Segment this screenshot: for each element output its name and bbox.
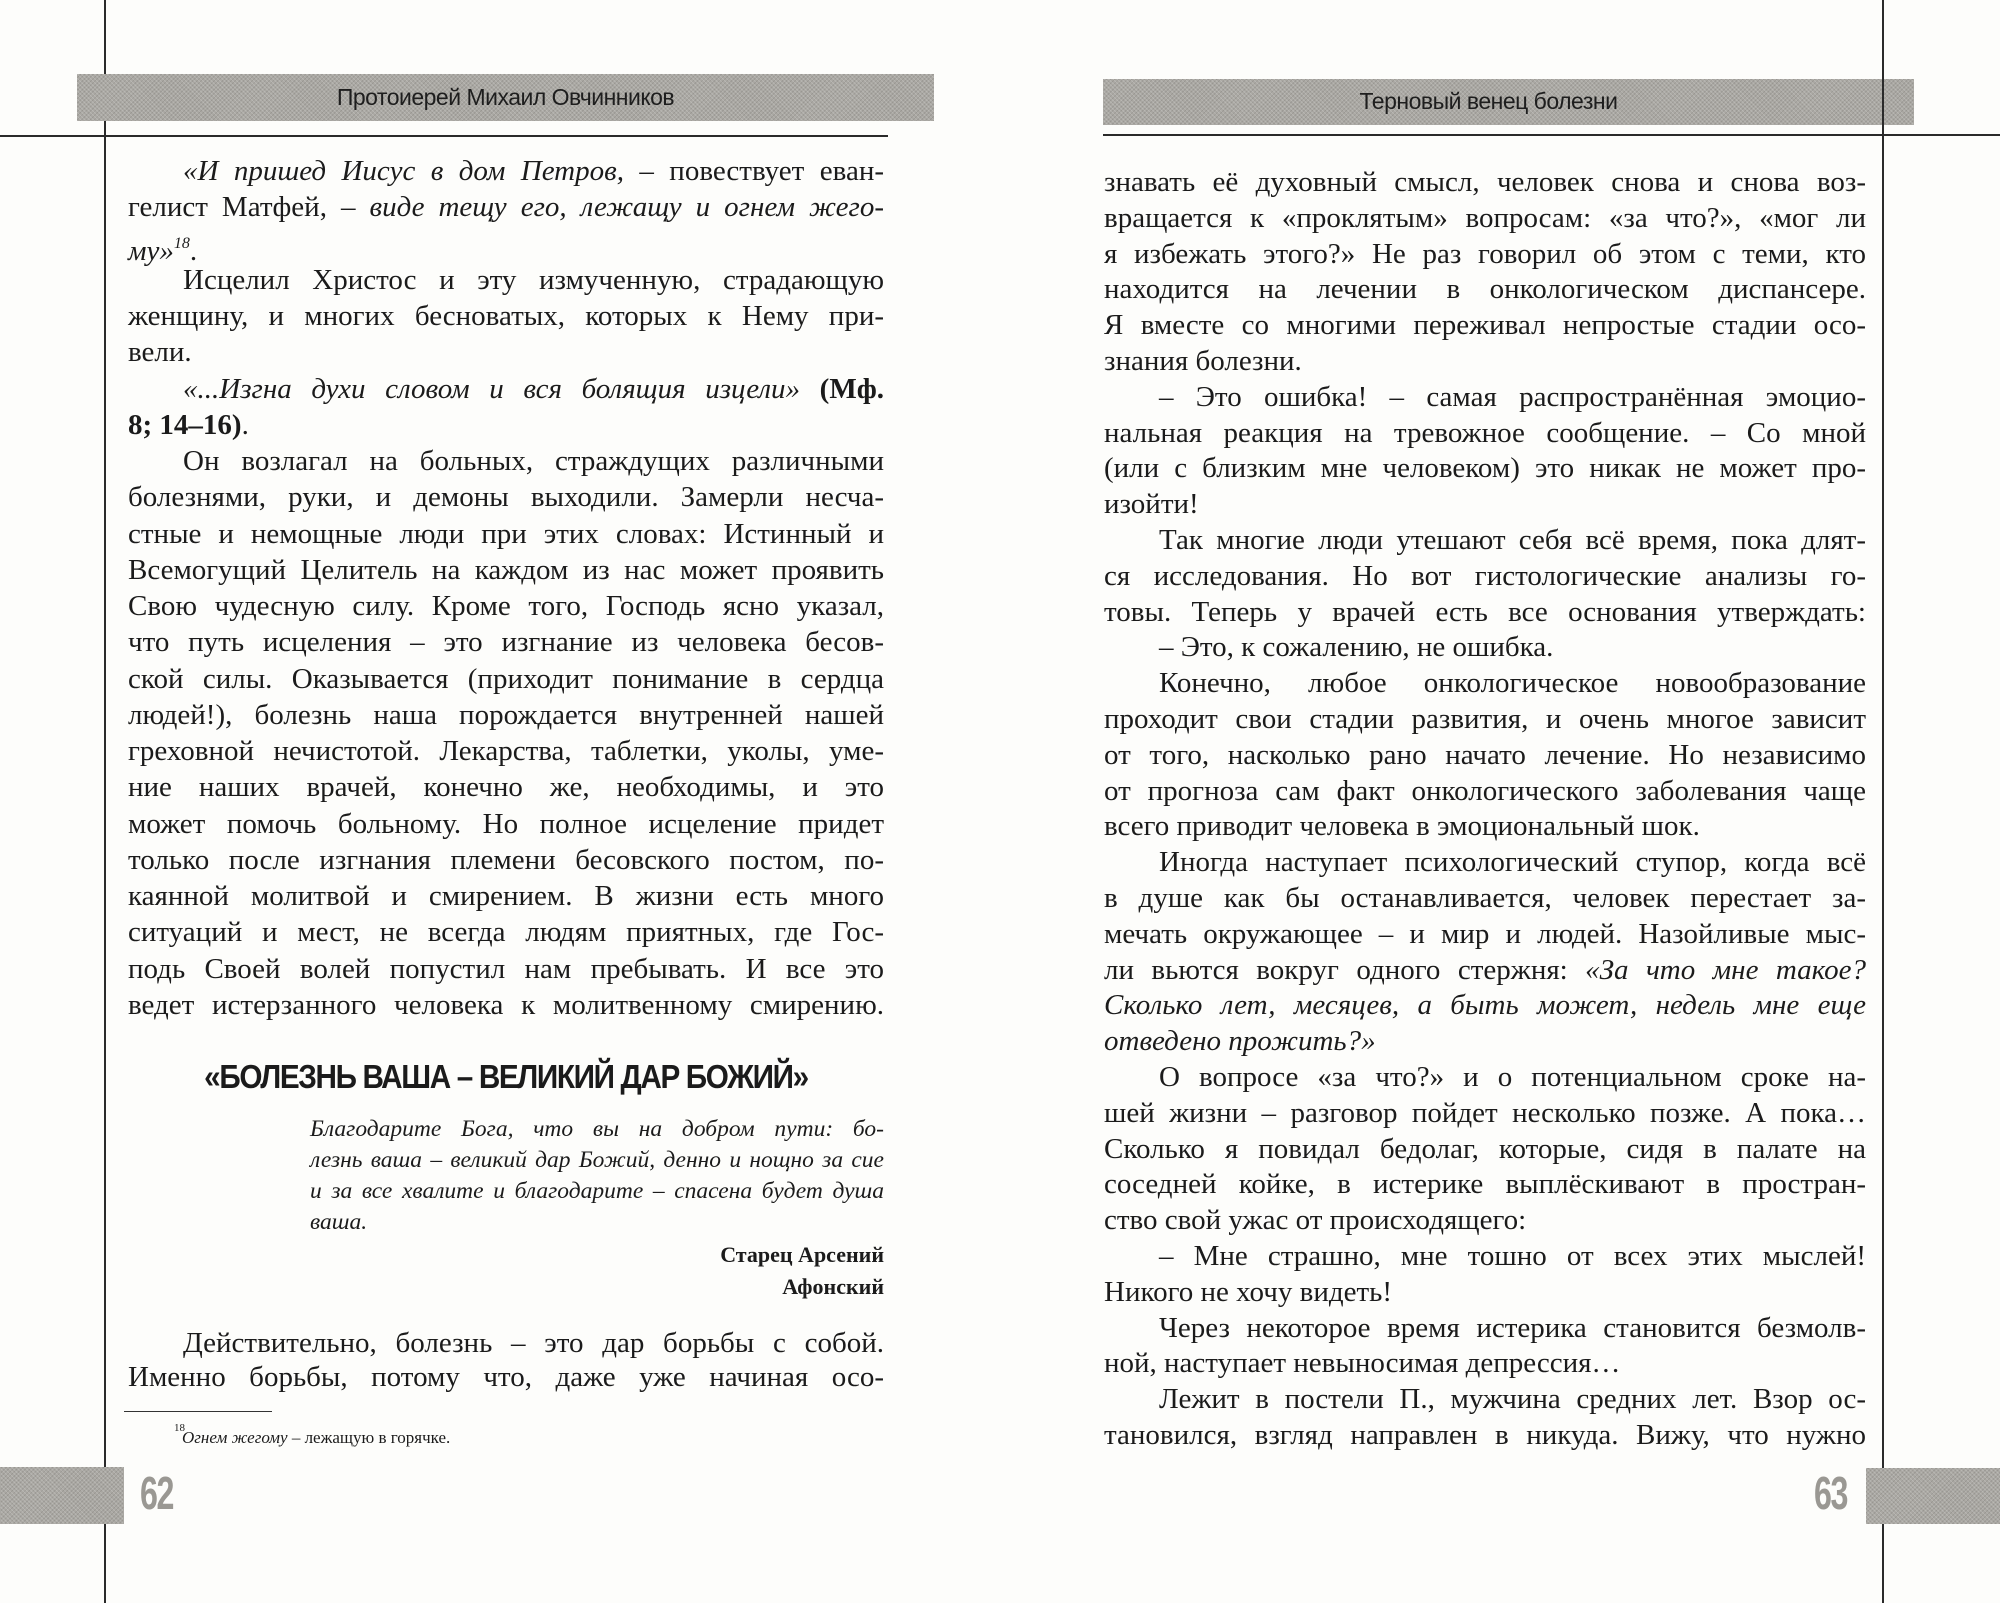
text-line — [1104, 773, 1866, 809]
text-line — [128, 334, 192, 370]
text-segment: проходит свои стадии развития, и очень многое зависит — [1104, 703, 1866, 735]
text-line — [1104, 450, 1866, 486]
text-line — [1159, 665, 1866, 701]
text-line — [183, 1325, 884, 1361]
footnote-reference: 18 — [173, 234, 190, 252]
text-segment: «...Изгна духи словом и вся болящия изцели» — [183, 372, 801, 405]
text-segment: Никого не хочу видеть! — [1104, 1275, 1393, 1308]
text-segment: Сколько лет, месяцев, а быть может, недель мне еще — [1104, 989, 1866, 1022]
text-line — [1159, 379, 1866, 415]
text-segment: Сколько я повидал бедолаг, которые, сидя в палате на — [1104, 1132, 1866, 1165]
text-segment: (или с близким мне человеком) это никак не может про- — [1104, 452, 1866, 485]
text-line — [128, 878, 884, 914]
text-line — [128, 407, 249, 443]
left-page-gutter-line — [104, 0, 106, 1603]
text-segment: – Это ошибка! – самая распространённая эмоцио- — [1159, 380, 1866, 413]
text-segment: вели. — [128, 336, 192, 369]
text-line — [1104, 1166, 1866, 1202]
text-line — [1104, 558, 1866, 594]
text-segment: я избежать этого?» Не раз говорил об этом с теми, кто — [1104, 237, 1866, 270]
text-line — [1104, 271, 1866, 307]
text-line — [1104, 1131, 1866, 1167]
text-segment: шей жизни – разговор пойдет несколько позже. А пока… — [1104, 1096, 1866, 1129]
text-segment: ской силы. Оказывается (приходит понимание в сердца — [128, 662, 884, 695]
text-segment: находится на лечении в онкологическом диспансере. — [1104, 273, 1866, 306]
text-line — [128, 624, 884, 660]
text-line — [1159, 1310, 1866, 1346]
right-page-number: 63 — [1814, 1467, 1848, 1519]
text-segment: тановился, взгляд направлен в никуда. Вижу, что нужно — [1104, 1419, 1866, 1451]
text-line — [128, 987, 884, 1023]
text-line — [128, 806, 884, 842]
text-line — [1159, 844, 1866, 880]
text-segment — [800, 373, 820, 405]
text-segment: лезнь ваша – великий дар Божий, денно и нощно за сие — [310, 1147, 884, 1173]
text-line — [1104, 415, 1866, 451]
text-line — [310, 1207, 367, 1238]
text-segment: «За что мне такое? — [1585, 953, 1866, 986]
text-segment: 8; 14–16) — [128, 408, 242, 441]
text-segment: от прогноза сам факт онкологического заболевания чаще — [1104, 774, 1866, 807]
text-segment: – повествует еван- — [623, 155, 884, 187]
text-segment: Благодарите Бога, что вы на добром пути: бо- — [310, 1116, 884, 1142]
text-line — [1159, 1238, 1866, 1274]
footnote — [174, 1422, 451, 1448]
text-segment: изойти! — [1104, 488, 1199, 521]
left-running-head: Протоиерей Михаил Овчинников — [336, 84, 675, 110]
text-segment: Я вместе со многими переживал непростые стадии осо- — [1104, 309, 1866, 342]
text-segment: в душе как бы останавливается, человек перестает за- — [1104, 882, 1866, 914]
text-line — [1104, 1023, 1376, 1059]
text-segment: что путь исцеления – это изгнание из человека бесов- — [128, 626, 884, 659]
text-segment: знания болезни. — [1104, 345, 1302, 377]
text-segment: знавать её духовный смысл, человек снова и снова воз- — [1104, 166, 1866, 198]
text-segment: Действительно, болезнь – это дар борьбы с собой. — [183, 1327, 884, 1359]
text-segment: мечать окружающее – и мир и людей. Назойливые мыс- — [1104, 917, 1866, 950]
text-segment: болезнями, руки, и демоны выходили. Замерли несча- — [128, 481, 884, 514]
text-line — [1159, 629, 1553, 665]
text-segment: может помочь больному. Но полное исцеление придет — [128, 807, 884, 840]
text-line — [128, 552, 884, 588]
text-segment: стные и немощные люди при этих словах: Истинный и — [128, 517, 884, 550]
text-segment: – Это, к сожалению, не ошибка. — [1159, 631, 1554, 664]
text-segment: Лежит в постели П., мужчина средних лет. Взор ос- — [1159, 1383, 1866, 1416]
text-line — [1104, 200, 1866, 236]
text-line — [1104, 1202, 1526, 1238]
text-line — [1104, 343, 1302, 379]
text-segment: ство свой ужас от происходящего: — [1104, 1204, 1527, 1237]
text-line — [1159, 1381, 1866, 1417]
text-line — [1104, 880, 1866, 916]
text-segment: ной, наступает невыносимая депрессия… — [1104, 1347, 1621, 1380]
text-line — [1104, 307, 1866, 343]
text-segment: женщину, и многих бесноватых, которых к Нему при- — [128, 300, 884, 333]
text-line — [183, 371, 884, 407]
text-segment: товы. Теперь у врачей есть все основания утверждать: — [1104, 595, 1866, 628]
text-line — [1104, 486, 1199, 522]
section-heading: «БОЛЕЗНЬ ВАША – ВЕЛИКИЙ ДАР БОЖИЙ» — [204, 1058, 808, 1095]
text-line — [1104, 164, 1866, 200]
text-line — [310, 1145, 884, 1176]
text-line — [1104, 1345, 1620, 1381]
text-segment: людей!), болезнь наша порождается внутренней нашей — [128, 698, 884, 731]
text-segment: подь Своей волей попустил нам пребывать. И все это — [128, 952, 884, 985]
text-line — [1104, 808, 1700, 844]
text-segment: . — [241, 408, 249, 441]
right-header-rule — [1103, 134, 2000, 136]
right-page-gutter-line — [1882, 0, 1884, 1603]
text-line — [128, 697, 884, 733]
text-segment: «И пришед Иисус в дом Петров, — [183, 155, 624, 187]
text-line — [128, 298, 884, 334]
text-segment: ваша. — [310, 1209, 368, 1235]
text-segment: гелист Матфей, – — [128, 191, 370, 224]
text-line — [128, 479, 884, 515]
text-line — [1104, 737, 1866, 773]
text-segment: вращается к «проклятым» вопросам: «за что?», «мог ли — [1104, 201, 1866, 234]
text-segment: Через некоторое время истерика становится безмолв- — [1159, 1311, 1866, 1344]
text-line — [183, 443, 884, 479]
epigraph-attribution-line-2: Афонский — [782, 1274, 884, 1299]
text-segment: Исцелил Христос и эту измученную, страдающую — [183, 263, 884, 296]
text-segment: . — [189, 234, 198, 267]
text-line — [1104, 1274, 1392, 1310]
text-segment: нальная реакция на тревожное сообщение. – Со мной — [1104, 416, 1866, 449]
text-line — [1104, 594, 1866, 630]
text-segment: Всемогущий Целитель на каждом из нас может проявить — [128, 553, 884, 586]
text-line — [183, 262, 884, 298]
text-segment: отведено прожить?» — [1104, 1025, 1376, 1058]
text-line — [310, 1114, 884, 1145]
text-segment: виде тещу его, лежащу и огнем жего- — [369, 191, 884, 224]
text-segment: ведет истерзанного человека к молитвенному смирению. — [128, 988, 884, 1021]
text-segment: (Мф. — [819, 372, 885, 405]
text-line — [128, 189, 884, 225]
text-line — [1159, 1059, 1866, 1095]
text-line — [1104, 987, 1866, 1023]
text-line — [1104, 701, 1866, 737]
text-segment: Он возлагал на больных, страждущих различными — [183, 445, 884, 478]
text-segment: ли вьются вокруг одного стержня: — [1104, 953, 1586, 986]
text-line — [1104, 236, 1866, 272]
text-line — [128, 516, 884, 552]
text-line — [183, 153, 884, 189]
text-line — [128, 588, 884, 624]
text-line — [1104, 1095, 1866, 1131]
footnote-number: 18 — [174, 1422, 185, 1434]
footnote-text: – лежащую в горячке. — [287, 1428, 451, 1447]
footnote-term: Огнем жегому — [182, 1428, 288, 1447]
text-segment: греховной нечистотой. Лекарства, таблетки, уколы, уме- — [128, 735, 884, 768]
right-page-number-band — [1866, 1468, 2000, 1524]
text-line — [1104, 952, 1866, 988]
text-segment: Свою чудесную силу. Кроме того, Господь ясно указал, — [128, 590, 884, 623]
text-line — [1159, 522, 1866, 558]
text-line — [128, 733, 884, 769]
text-segment: Именно борьбы, потому что, даже уже начиная осо- — [128, 1361, 884, 1393]
text-segment: О вопросе «за что?» и о потенциальном сроке на- — [1159, 1061, 1866, 1093]
text-line — [1104, 916, 1866, 952]
text-segment: му» — [128, 234, 174, 267]
text-line — [128, 661, 884, 697]
right-running-head: Терновый венец болезни — [1359, 88, 1618, 114]
text-line — [128, 842, 884, 878]
text-segment: ситуаций и мест, не всегда людям приятных, где Гос- — [128, 916, 884, 949]
text-line — [1104, 1417, 1866, 1453]
left-page-number-band — [0, 1467, 124, 1524]
text-segment: только после изгнания племени бесовского постом, по- — [128, 843, 884, 876]
epigraph-attribution-line-1: Старец Арсений — [720, 1242, 884, 1267]
text-segment: соседней койке, в истерике выплёскивают в простран- — [1104, 1168, 1866, 1201]
text-segment: ние наших врачей, конечно же, необходимы, и это — [128, 771, 884, 804]
text-segment: и за все хвалите и благодарите – спасена будет душа — [310, 1178, 884, 1204]
text-segment: – Мне страшно, мне тошно от всех этих мыслей! — [1159, 1240, 1866, 1272]
text-segment: Иногда наступает психологический ступор, когда всё — [1159, 846, 1866, 879]
text-line — [128, 951, 884, 987]
text-segment: ся исследования. Но вот гистологические анализы го- — [1104, 559, 1866, 592]
text-line — [128, 914, 884, 950]
text-segment: Так многие люди утешают себя всё время, пока длят- — [1159, 524, 1866, 556]
text-line — [128, 769, 884, 805]
footnote-rule — [124, 1411, 272, 1412]
text-line — [128, 1359, 884, 1395]
left-page-number: 62 — [140, 1467, 174, 1519]
text-segment: каянной молитвой и смирением. В жизни есть много — [128, 880, 884, 913]
text-segment: от того, насколько рано начато лечение. Но независимо — [1104, 738, 1866, 771]
text-segment: всего приводит человека в эмоциональный шок. — [1104, 810, 1700, 843]
text-segment: Конечно, любое онкологическое новообразование — [1159, 667, 1866, 700]
text-line — [310, 1176, 884, 1207]
left-header-rule — [0, 135, 888, 137]
